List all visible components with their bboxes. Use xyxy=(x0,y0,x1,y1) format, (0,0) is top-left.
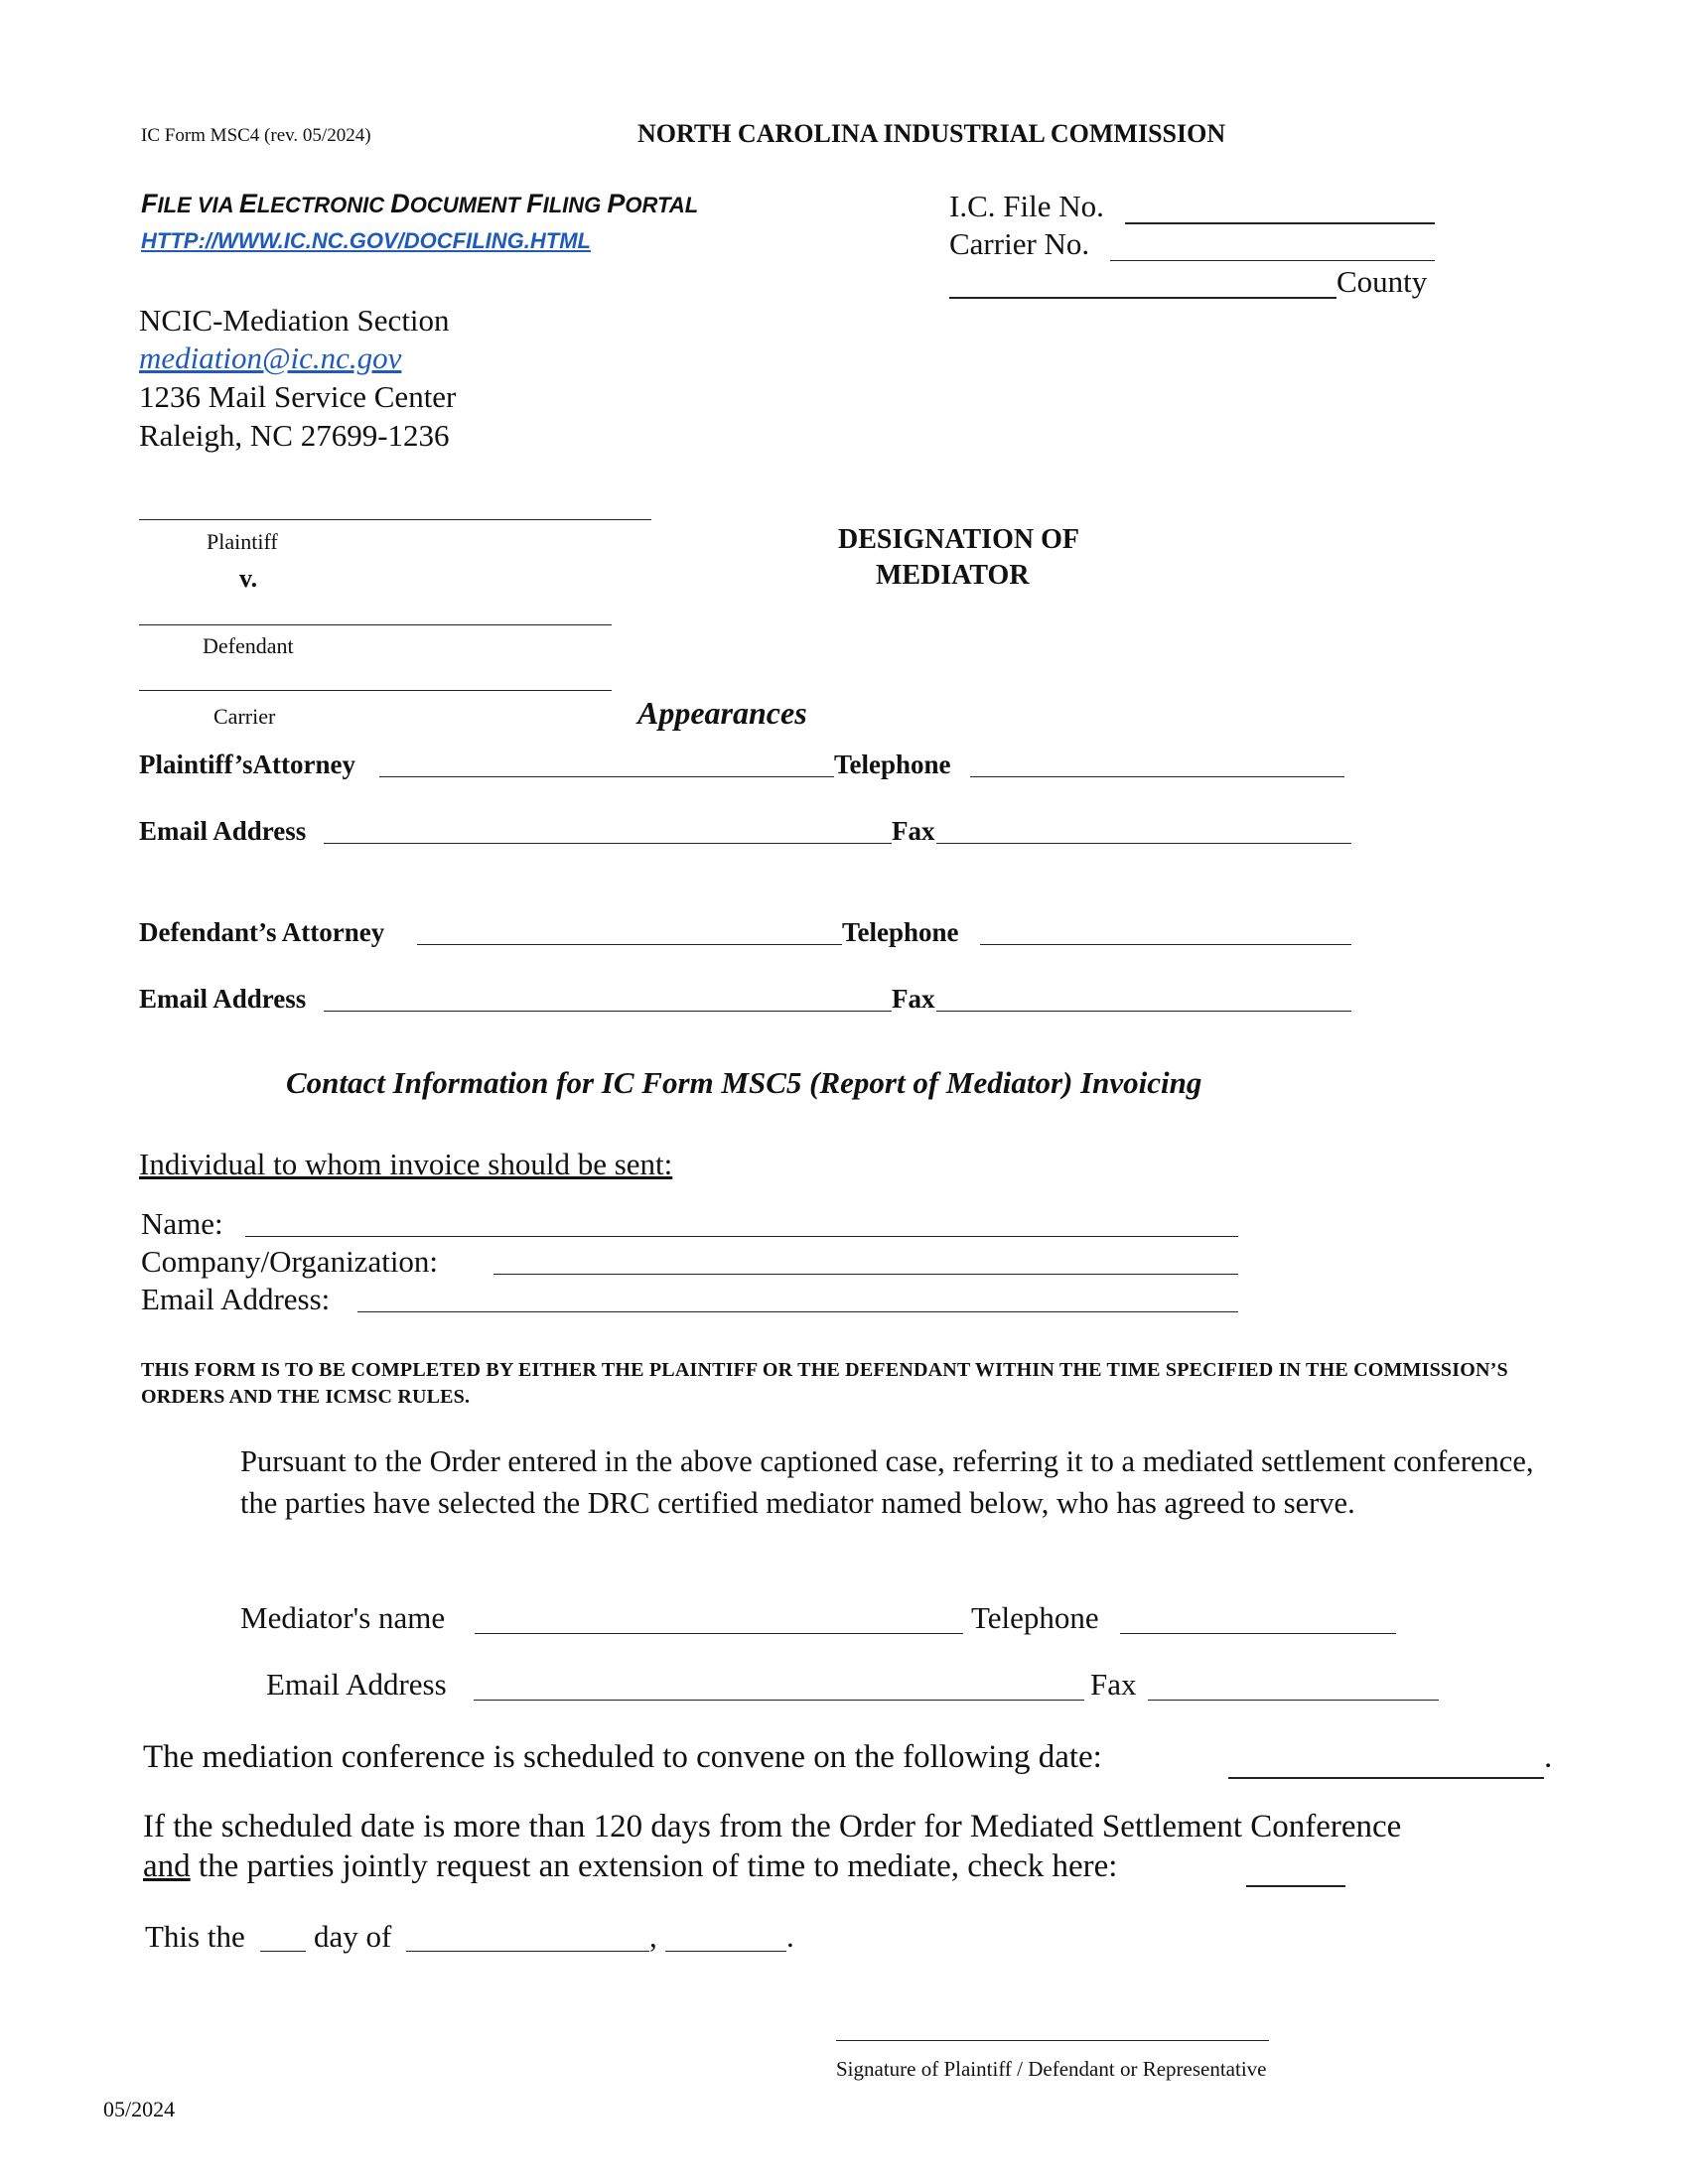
signature-caption: Signature of Plaintiff / Defendant or Representative xyxy=(836,2057,1267,2081)
carrier-field[interactable] xyxy=(139,690,612,691)
defendant-fax-field[interactable] xyxy=(936,1011,1351,1012)
date-comma: , xyxy=(649,1919,657,1954)
mediator-fax-label: Fax xyxy=(1090,1667,1137,1702)
mediation-section: NCIC-Mediation Section xyxy=(139,303,450,338)
defendant-label: Defendant xyxy=(203,633,294,658)
extension-line2: and the parties jointly request an extension of time to mediate, check here: xyxy=(143,1848,1118,1884)
ic-file-label: I.C. File No. xyxy=(949,189,1104,223)
invoice-company-field[interactable] xyxy=(493,1274,1238,1275)
date-period: . xyxy=(786,1919,794,1954)
plaintiff-email-field[interactable] xyxy=(324,843,892,844)
year-field[interactable] xyxy=(665,1951,786,1952)
plaintiff-fax-field[interactable] xyxy=(936,843,1351,844)
invoice-name-field[interactable] xyxy=(245,1236,1238,1237)
defendant-fax-label: Fax xyxy=(892,984,935,1014)
plaintiff-telephone-field[interactable] xyxy=(970,776,1344,777)
invoice-email-field[interactable] xyxy=(357,1311,1238,1312)
document-title-line2: MEDIATOR xyxy=(876,560,1030,591)
carrier-no-field[interactable] xyxy=(1110,260,1435,261)
footer-date: 05/2024 xyxy=(103,2097,176,2121)
versus-label: v. xyxy=(239,564,258,593)
county-field[interactable] xyxy=(949,297,1336,299)
invoice-name-label: Name: xyxy=(141,1206,223,1241)
mediator-email-label: Email Address xyxy=(266,1667,447,1702)
mediator-name-label: Mediator's name xyxy=(240,1600,446,1635)
ic-file-field[interactable] xyxy=(1125,222,1435,224)
filing-title: FILE VIA ELECTRONIC DOCUMENT FILING PORTAL xyxy=(141,189,699,218)
mediation-email-link[interactable]: mediation@ic.nc.gov xyxy=(139,341,402,375)
invoice-company-label: Company/Organization: xyxy=(141,1244,439,1279)
carrier-label: Carrier xyxy=(213,704,276,729)
agency-title: NORTH CAROLINA INDUSTRIAL COMMISSION xyxy=(637,119,1226,148)
filing-portal-link[interactable]: HTTP://WWW.IC.NC.GOV/DOCFILING.HTML xyxy=(141,228,591,253)
carrier-no-label: Carrier No. xyxy=(949,226,1090,261)
date-this-the: This the xyxy=(145,1919,245,1954)
defendant-telephone-label: Telephone xyxy=(842,917,959,947)
form-id: IC Form MSC4 (rev. 05/2024) xyxy=(141,125,371,146)
schedule-date-field[interactable] xyxy=(1228,1777,1544,1779)
mediator-telephone-field[interactable] xyxy=(1120,1633,1396,1634)
invoice-heading: Contact Information for IC Form MSC5 (Report of Mediator) Invoicing xyxy=(286,1065,1202,1100)
extension-line1: If the scheduled date is more than 120 days from the Order for Mediated Settlement Conference xyxy=(143,1809,1402,1844)
month-field[interactable] xyxy=(406,1951,649,1952)
defendant-telephone-field[interactable] xyxy=(980,944,1351,945)
invoice-subheading: Individual to whom invoice should be sent: xyxy=(139,1147,673,1181)
defendant-attorney-field[interactable] xyxy=(417,944,842,945)
mediator-name-field[interactable] xyxy=(475,1633,963,1634)
schedule-period: . xyxy=(1544,1739,1553,1775)
document-title-line1: DESIGNATION OF xyxy=(838,524,1079,555)
schedule-text: The mediation conference is scheduled to convene on the following date: xyxy=(143,1739,1102,1775)
plaintiff-field[interactable] xyxy=(139,519,651,520)
mediator-fax-field[interactable] xyxy=(1148,1700,1439,1701)
plaintiff-attorney-label: Plaintiff’sAttorney xyxy=(139,750,355,779)
pursuant-paragraph: Pursuant to the Order entered in the above captioned case, referring it to a mediated settlement conference, the parties have selected the DRC certified mediator named below, who has agreed to serve. xyxy=(240,1444,1534,1520)
extension-check-field[interactable] xyxy=(1246,1885,1345,1887)
mediator-telephone-label: Telephone xyxy=(971,1600,1099,1635)
plaintiff-telephone-label: Telephone xyxy=(834,750,951,779)
defendant-email-label: Email Address xyxy=(139,984,307,1014)
date-day-of: day of xyxy=(314,1919,392,1954)
appearances-heading: Appearances xyxy=(637,695,807,731)
defendant-field[interactable] xyxy=(139,624,612,625)
signature-field[interactable] xyxy=(836,2040,1269,2041)
defendant-email-field[interactable] xyxy=(324,1011,892,1012)
day-field[interactable] xyxy=(260,1951,306,1952)
address-line1: 1236 Mail Service Center xyxy=(139,379,457,414)
plaintiff-attorney-field[interactable] xyxy=(379,776,834,777)
extension-and: and xyxy=(143,1848,191,1884)
defendant-attorney-label: Defendant’s Attorney xyxy=(139,917,385,947)
county-label: County xyxy=(1336,264,1428,299)
completion-notice: THIS FORM IS TO BE COMPLETED BY EITHER THE PLAINTIFF OR THE DEFENDANT WITHIN THE TIME SPECIFIED IN THE COMMISSION’S ORDERS AND THE ICMSC RULES. xyxy=(141,1359,1508,1408)
address-line2: Raleigh, NC 27699-1236 xyxy=(139,418,450,453)
plaintiff-label: Plaintiff xyxy=(207,529,278,554)
invoice-email-label: Email Address: xyxy=(141,1282,331,1316)
plaintiff-fax-label: Fax xyxy=(892,816,935,846)
mediator-email-field[interactable] xyxy=(474,1700,1084,1701)
plaintiff-email-label: Email Address xyxy=(139,816,307,846)
